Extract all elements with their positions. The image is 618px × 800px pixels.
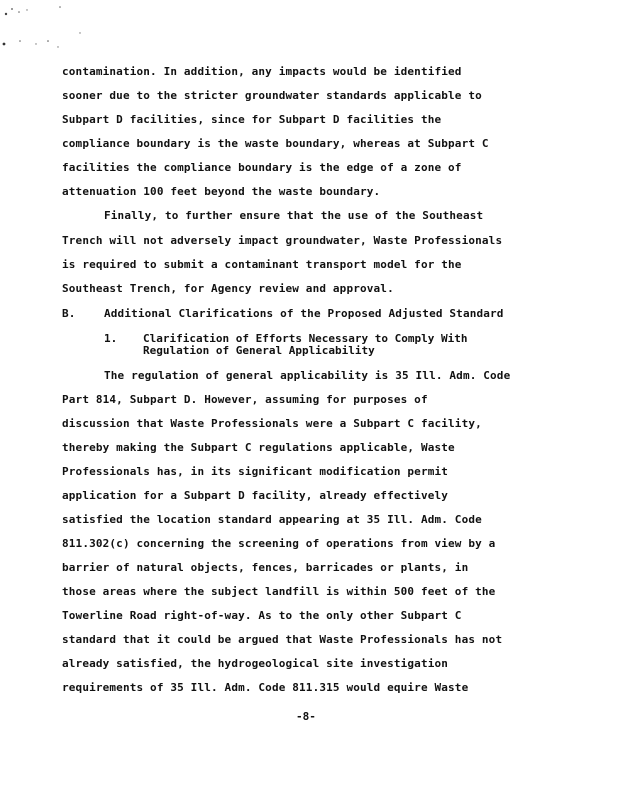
- paragraph-1-line: Subpart D facilities, since for Subpart D facilities the: [62, 113, 442, 126]
- paragraph-3-line: Part 814, Subpart D. However, assuming for purposes of: [62, 393, 428, 406]
- subsection-1-number: 1.: [104, 332, 118, 345]
- paragraph-3-line: discussion that Waste Professionals were a Subpart C facility,: [62, 417, 482, 430]
- paragraph-2-line: Finally, to further ensure that the use of the Southeast: [104, 209, 484, 222]
- paragraph-2-line: Southeast Trench, for Agency review and approval.: [62, 282, 394, 295]
- paragraph-3-line: Towerline Road right-of-way. As to the only other Subpart C: [62, 609, 462, 622]
- page-number: -8-: [296, 710, 316, 723]
- paragraph-3-line: The regulation of general applicability is 35 Ill. Adm. Code: [104, 369, 511, 382]
- paragraph-2-line: Trench will not adversely impact groundwater, Waste Professionals: [62, 234, 503, 247]
- paragraph-3-line: already satisfied, the hydrogeological site investigation: [62, 657, 449, 670]
- paragraph-2-line: is required to submit a contaminant transport model for the: [62, 258, 462, 271]
- paragraph-1-line: contamination. In addition, any impacts would be identified: [62, 65, 462, 78]
- paragraph-3-line: satisfied the location standard appearing at 35 Ill. Adm. Code: [62, 513, 482, 526]
- paragraph-3-line: application for a Subpart D facility, already effectively: [62, 489, 449, 502]
- paragraph-1-line: compliance boundary is the waste boundary, whereas at Subpart C: [62, 137, 489, 150]
- paragraph-3-line: Professionals has, in its significant modification permit: [62, 465, 449, 478]
- section-b-heading: [62, 307, 504, 321]
- paragraph-1-line: attenuation 100 feet beyond the waste boundary.: [62, 185, 381, 198]
- paragraph-3-line: 811.302(c) concerning the screening of operations from view by a: [62, 537, 496, 550]
- scan-specks: [0, 0, 120, 60]
- subsection-1-title-line: Regulation of General Applicability: [143, 344, 375, 357]
- paragraph-3-line: requirements of 35 Ill. Adm. Code 811.315 would equire Waste: [62, 681, 469, 694]
- paragraph-3-line: barrier of natural objects, fences, barricades or plants, in: [62, 561, 469, 574]
- paragraph-1-line: facilities the compliance boundary is the edge of a zone of: [62, 161, 462, 174]
- paragraph-3-line: standard that it could be argued that Waste Professionals has not: [62, 633, 503, 646]
- paragraph-3-line: those areas where the subject landfill is within 500 feet of the: [62, 585, 496, 598]
- paragraph-1-line: sooner due to the stricter groundwater standards applicable to: [62, 89, 482, 102]
- section-b-title: Additional Clarifications of the Proposed Adjusted Standard: [104, 307, 504, 320]
- section-b-number: B.: [62, 307, 76, 320]
- paragraph-3-line: thereby making the Subpart C regulations applicable, Waste: [62, 441, 455, 454]
- subsection-1-title-line: Clarification of Efforts Necessary to Comply With: [143, 332, 468, 345]
